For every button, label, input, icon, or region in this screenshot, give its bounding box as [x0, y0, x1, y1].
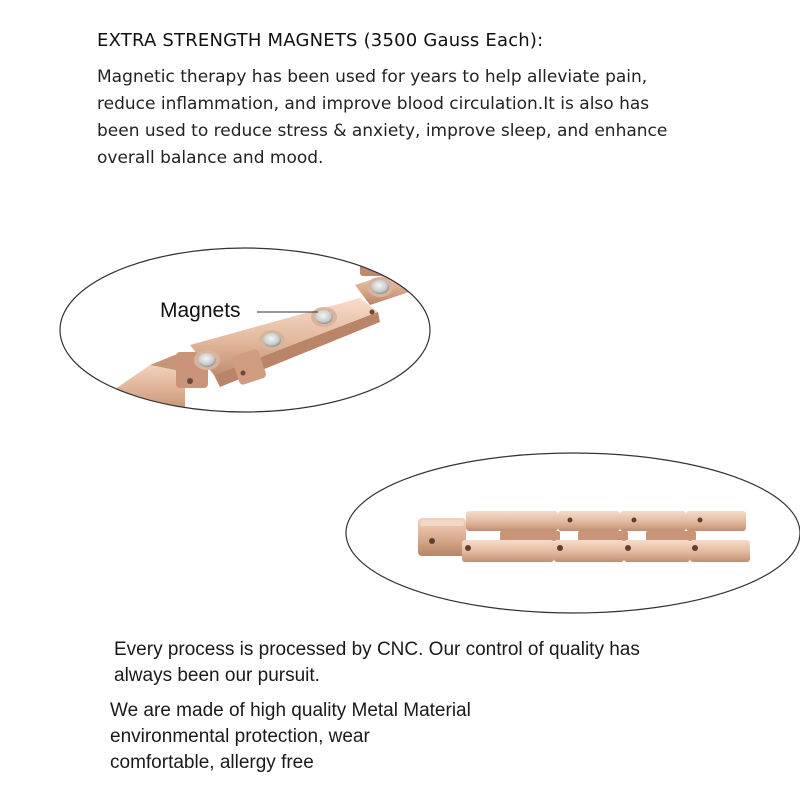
material-line: comfortable, allergy free [110, 752, 314, 773]
material-paragraph [110, 698, 471, 776]
process-line: Every process is processed by CNC. Our control of quality has [114, 639, 640, 660]
intro-line: overall balance and mood. [97, 148, 324, 168]
material-line: We are made of high quality Metal Material [110, 700, 471, 721]
magnet-closeup [60, 248, 430, 420]
intro-line: Magnetic therapy has been used for years to help alleviate pain, [97, 67, 648, 87]
process-line: always been our pursuit. [114, 665, 320, 686]
link-profile-closeup [346, 453, 800, 613]
magnets-callout-label: Magnets [160, 299, 241, 322]
process-paragraph [114, 637, 640, 689]
section-heading: EXTRA STRENGTH MAGNETS (3500 Gauss Each): [97, 30, 544, 51]
intro-line: reduce inflammation, and improve blood circulation.It is also has [97, 94, 650, 114]
material-line: environmental protection, wear [110, 726, 370, 747]
intro-line: been used to reduce stress & anxiety, improve sleep, and enhance [97, 121, 668, 141]
